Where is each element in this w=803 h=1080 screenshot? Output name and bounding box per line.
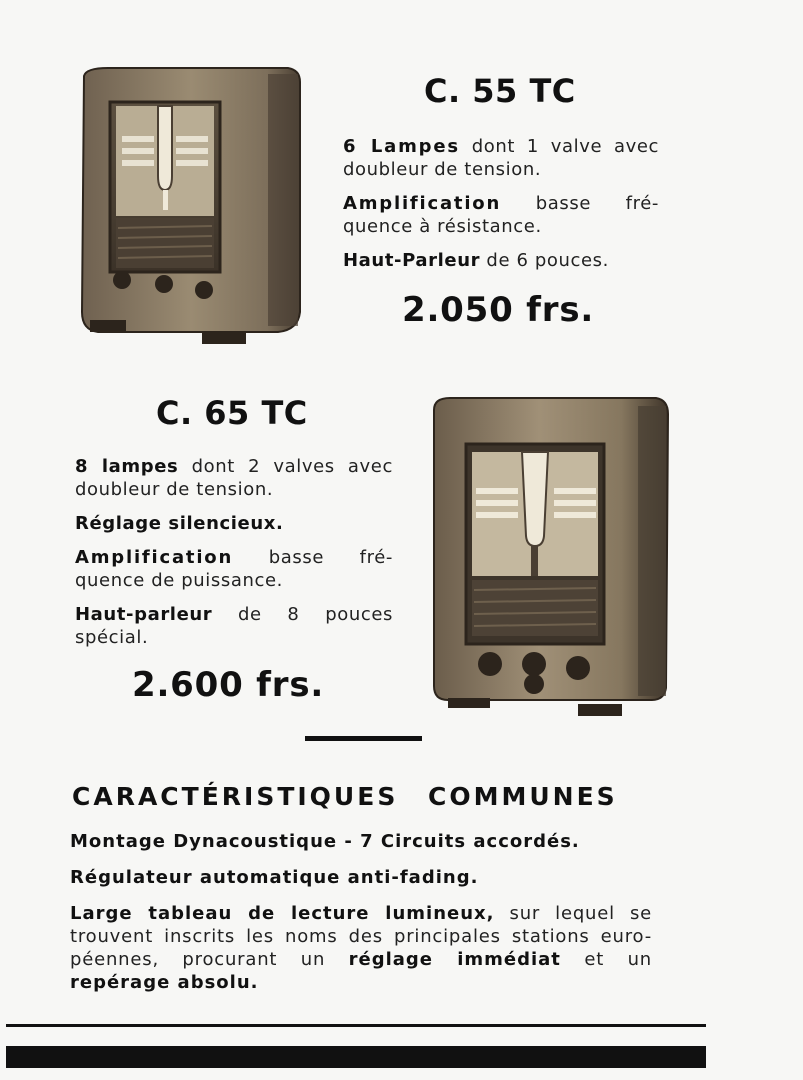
radio-c55tc-image — [78, 66, 302, 348]
common-line-regulateur: Régulateur automatique anti-fading. — [70, 867, 479, 888]
product1-spec-lamps: 6 Lampes dont 1 valve avec doubleur de tension. — [343, 136, 659, 180]
common-line-tableau: Large tableau de lecture lumineux, sur lequel se trouvent inscrits les noms des principales stations euro-péennes, procurant un réglage immédiat et un repérage absolu. — [70, 903, 653, 993]
product1-spec-speaker: Haut-Parleur de 6 pouces. — [343, 250, 609, 271]
common-line-montage: Montage Dynacoustique - 7 Circuits accordés. — [70, 831, 580, 852]
common-characteristics — [70, 830, 652, 1006]
product1-title: C. 55 TC — [424, 72, 576, 110]
section-divider — [305, 736, 422, 741]
product2-spec-amplification: Amplification basse fré-quence de puissance. — [75, 547, 393, 591]
product2-title: C. 65 TC — [156, 394, 308, 432]
product2-spec-lamps: 8 lampes dont 2 valves avec doubleur de tension. — [75, 456, 393, 500]
product1-specs — [343, 135, 659, 283]
product1-price: 2.050 frs. — [402, 290, 595, 330]
bottom-rule-thick — [6, 1046, 706, 1068]
common-heading: CARACTÉRISTIQUES COMMUNES — [72, 782, 618, 811]
product2-price: 2.600 frs. — [132, 665, 325, 705]
product2-specs — [75, 455, 393, 660]
radio-c65tc-image — [430, 396, 670, 718]
product1-spec-amplification: Amplification basse fré-quence à résistance. — [343, 193, 659, 237]
product2-spec-speaker: Haut-parleur de 8 pouces spécial. — [75, 604, 393, 648]
product2-spec-silent: Réglage silencieux. — [75, 513, 284, 534]
bottom-rule-thin — [6, 1024, 706, 1027]
